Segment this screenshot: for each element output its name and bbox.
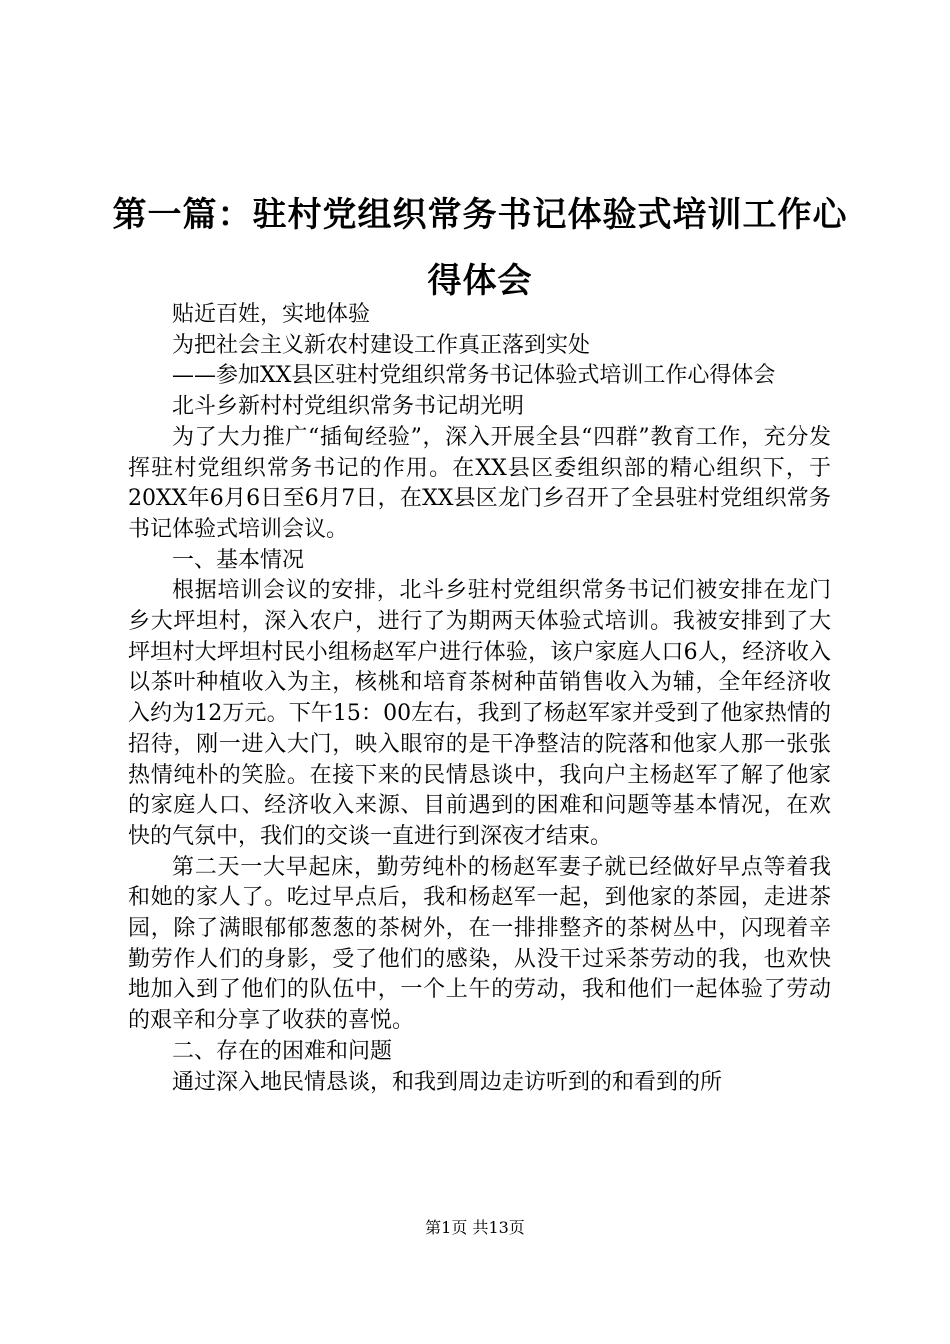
document-body [128, 300, 831, 1098]
paragraph-author: 北斗乡新村村党组织常务书记胡光明 [172, 394, 525, 420]
paragraph-subtitle-3: ——参加XX县区驻村党组织常务书记体验式培训工作心得体会 [172, 363, 776, 389]
paragraph-second-day: 第二天一大早起床，勤劳纯朴的杨赵军妻子就已经做好早点等着我和她的家人了。吃过早点后，我和杨赵军一起，到他家的茶园，走进茶园，除了满眼郁郁葱葱的茶树外，在一排排整齐的茶树丛中，闪现着辛勤劳作人们的身影，受了他们的感染，从没干过采茶劳动的我，也欢快地加入到了他们的队伍中，一个上午的劳动，我和他们一起体验了劳动的艰辛和分享了收获的喜悦。 [128, 854, 831, 1034]
paragraph-subtitle: 贴近百姓，实地体验 [172, 302, 371, 327]
paragraph-problems: 通过深入地民情恳谈，和我到周边走访听到的和看到的所 [172, 1069, 723, 1095]
paragraph-basic-situation: 根据培训会议的安排，北斗乡驻村党组织常务书记们被安排在龙门乡大坪坦村，深入农户，进行了为期两天体验式培训。我被安排到了大坪坦村大坪坦村民小组杨赵军户进行体验，该户家庭人口6人，经济收入以茶叶种植收入为主，核桃和培育茶树种苗销售收入为辅，全年经济收入约为12万元。下午15：00左右，我到了杨赵军家并受到了他家热情的招待，刚一进入大门，映入眼帘的是干净整洁的院落和他家人那一张张热情纯朴的笑脸。在接下来的民情恳谈中，我向户主杨赵军了解了他家的家庭人口、经济收入来源、目前遇到的困难和问题等基本情况，在欢快的气氛中，我们的交谈一直进行到深夜才结束。 [128, 578, 831, 849]
page-footer: 第1页 共13页 [425, 1218, 525, 1237]
document-title: 第一篇：驻村党组织常务书记体验式培训工作心得体会 [112, 195, 848, 301]
paragraph-subtitle-2: 为把社会主义新农村建设工作真正落到实处 [172, 332, 591, 358]
section-heading-problems: 二、存在的困难和问题 [172, 1038, 393, 1064]
section-heading-basic-situation: 一、基本情况 [172, 547, 305, 573]
paragraph-intro: 为了大力推广“插甸经验”，深入开展全县“四群”教育工作，充分发挥驻村党组织常务书记的作用。在XX县区委组织部的精心组织下，于20XX年6月6日至6月7日，在XX县区龙门乡召开了全县驻村党组织常务书记体验式培训会议。 [128, 424, 831, 542]
